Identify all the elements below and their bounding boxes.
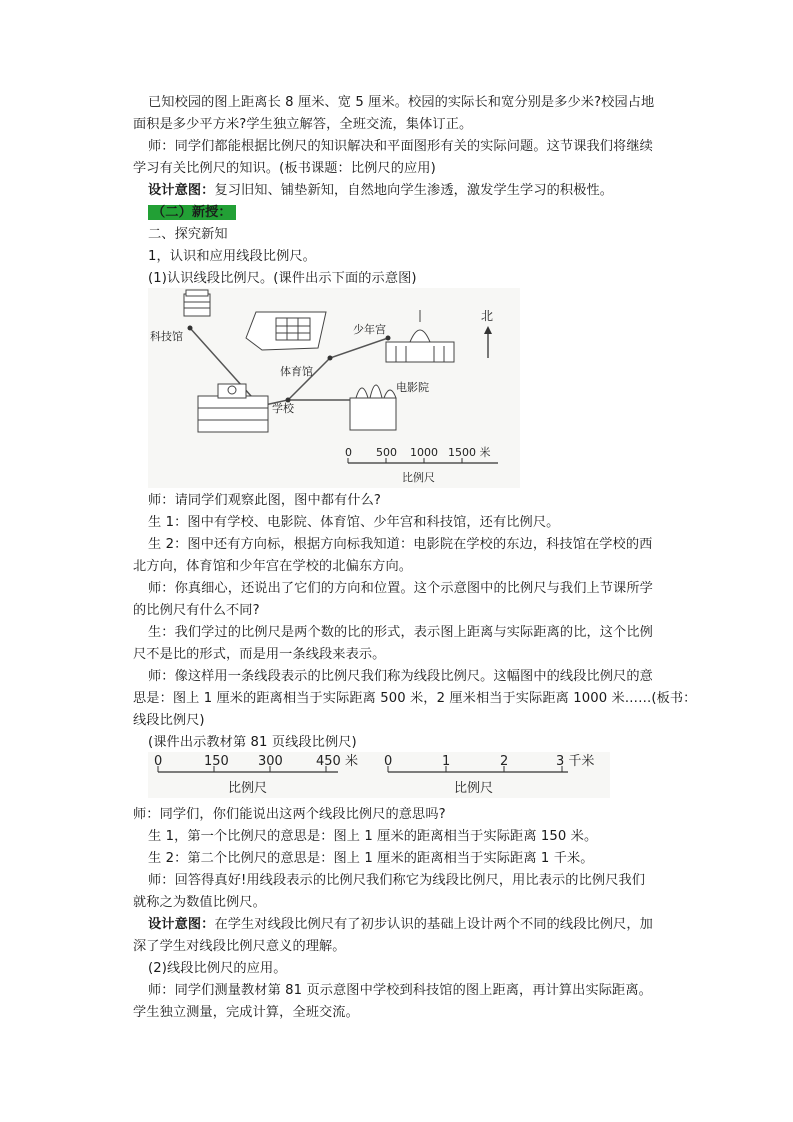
design-intent-text: 复习旧知、铺垫新知，自然地向学生渗透，激发学生学习的积极性。 [214, 183, 614, 198]
scale-bars-figure [148, 752, 610, 798]
paragraph-line: 1，认识和应用线段比例尺。 [148, 249, 316, 264]
paragraph-line: 师：同学们都能根据比例尺的知识解决和平面图形有关的实际问题。这节课我们将继续 [148, 139, 653, 154]
paragraph-line: (课件出示教材第 81 页线段比例尺) [148, 735, 357, 750]
paragraph-line: 生 1，第一个比例尺的意思是：图上 1 厘米的距离相当于实际距离 150 米。 [148, 829, 598, 844]
paragraph-line: 思是：图上 1 厘米的距离相当于实际距离 500 米，2 厘米相当于实际距离 1000 米……(板书： [133, 691, 697, 706]
science-label: 科技馆 [150, 330, 183, 343]
scale-tick: 1000 [410, 446, 438, 459]
paragraph-line: 师：同学们测量教材第 81 页示意图中学校到科技馆的图上距离，再计算出实际距离。 [148, 983, 652, 998]
scale-tick: 1500 米 [448, 446, 491, 459]
paragraph-line: 线段比例尺) [133, 713, 205, 728]
science-museum-icon [184, 290, 210, 316]
scale1-tick: 300 [258, 754, 283, 769]
paragraph-line: 的比例尺有什么不同? [133, 603, 260, 618]
paragraph-line: 师：回答得真好!用线段表示的比例尺我们称它为线段比例尺，用比表示的比例尺我们 [148, 873, 646, 888]
scale2-label: 比例尺 [454, 781, 494, 796]
design-intent-line [148, 914, 653, 936]
design-intent-line [148, 180, 613, 202]
scale2-tick: 0 [384, 754, 393, 769]
paragraph-line: 尺不是比的形式，而是用一条线段来表示。 [133, 647, 386, 662]
scale2-tick: 1 [442, 754, 451, 769]
paragraph-line: (1)认识线段比例尺。(课件出示下面的示意图) [148, 271, 417, 286]
cinema-label: 电影院 [396, 381, 429, 394]
section-heading [148, 202, 236, 224]
scale-tick: 500 [376, 446, 397, 459]
design-intent-text: 在学生对线段比例尺有了初步认识的基础上设计两个不同的线段比例尺，加 [214, 917, 653, 932]
scale2-tick: 2 [500, 754, 509, 769]
section-highlight: （二）新授： [148, 205, 236, 220]
design-intent-label: 设计意图： [148, 183, 215, 198]
paragraph-line: 生 1：图中有学校、电影院、体育馆、少年宫和科技馆，还有比例尺。 [148, 515, 560, 530]
scale1-tick: 0 [154, 754, 163, 769]
gym-icon [246, 312, 326, 350]
paragraph-line: 就称之为数值比例尺。 [133, 895, 266, 910]
scale-tick: 0 [345, 446, 352, 459]
scale1-label: 比例尺 [228, 781, 268, 796]
scale1-tick: 150 [204, 754, 229, 769]
paragraph-line: 师：你真细心，还说出了它们的方向和位置。这个示意图中的比例尺与我们上节课所学 [148, 581, 653, 596]
scale-label: 比例尺 [402, 471, 435, 484]
north-label: 北 [481, 309, 494, 323]
design-intent-label: 设计意图： [148, 917, 215, 932]
paragraph-line: 师：像这样用一条线段表示的比例尺我们称为线段比例尺。这幅图中的线段比例尺的意 [148, 669, 653, 684]
youth-palace-label: 少年宫 [353, 323, 386, 336]
paragraph-line: (2)线段比例尺的应用。 [148, 961, 287, 976]
paragraph-line: 北方向，体育馆和少年宫在学校的北偏东方向。 [133, 559, 413, 574]
scale2-tick: 3 千米 [556, 754, 595, 769]
gym-label: 体育馆 [280, 365, 313, 378]
paragraph-line: 师：请同学们观察此图，图中都有什么? [148, 493, 381, 508]
school-label: 学校 [272, 402, 294, 415]
map-figure [148, 288, 520, 488]
paragraph-line: 面积是多少平方米?学生独立解答，全班交流，集体订正。 [133, 117, 473, 132]
paragraph-line: 已知校园的图上距离长 8 厘米、宽 5 厘米。校园的实际长和宽分别是多少米?校园占地 [148, 95, 655, 110]
paragraph-line: 深了学生对线段比例尺意义的理解。 [133, 939, 346, 954]
paragraph-line: 生：我们学过的比例尺是两个数的比的形式，表示图上距离与实际距离的比，这个比例 [148, 625, 653, 640]
scale1-tick: 450 米 [316, 754, 358, 769]
paragraph-line: 生 2：图中还有方向标，根据方向标我知道：电影院在学校的东边，科技馆在学校的西 [148, 537, 653, 552]
paragraph-line: 学习有关比例尺的知识。(板书课题：比例尺的应用) [133, 161, 436, 176]
paragraph-line: 师：同学们，你们能说出这两个线段比例尺的意思吗? [133, 807, 446, 822]
paragraph-line: 生 2：第二个比例尺的意思是：图上 1 厘米的距离相当于实际距离 1 千米。 [148, 851, 594, 866]
paragraph-line: 学生独立测量，完成计算，全班交流。 [133, 1005, 359, 1020]
paragraph-line: 二、探究新知 [148, 227, 228, 242]
